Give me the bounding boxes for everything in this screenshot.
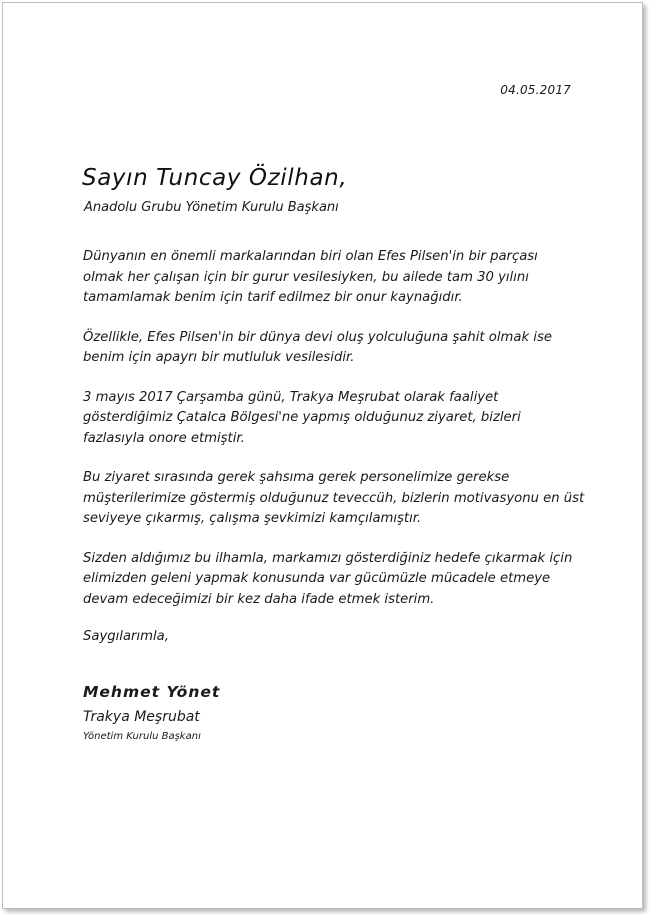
paragraph-line: devam edeceğimizi bir kez daha ifade etmek isterim. <box>83 591 435 607</box>
paragraph-line: gösterdiğimiz Çatalca Bölgesi'ne yapmış olduğunuz ziyaret, bizleri <box>83 410 521 425</box>
signer-company: Trakya Meşrubat <box>83 709 200 725</box>
letter-date: 04.05.2017 <box>500 83 571 97</box>
paragraph-line: Özellikle, Efes Pilsen'in bir dünya devi oluş yolculuğuna şahit olmak ise <box>83 329 552 345</box>
signer-name: Mehmet Yönet <box>83 683 221 701</box>
paragraph-line: fazlasıyla onore etmiştir. <box>83 430 245 446</box>
paragraph-line: benim için apayrı bir mutluluk vesilesidir. <box>83 350 355 365</box>
recipient-title: Anadolu Grubu Yönetim Kurulu Başkanı <box>84 200 339 215</box>
paragraph-5 <box>83 549 583 611</box>
paragraph-line: Dünyanın en önemli markalarından biri olan Efes Pilsen'in bir parçası <box>83 249 538 264</box>
paragraph-line: olmak her çalışan için bir gurur vesilesiyken, bu ailede tam 30 yılını <box>83 269 529 285</box>
closing: Saygılarımla, <box>83 629 169 644</box>
paragraph-line: elimizden geleni yapmak konusunda var gücümüzle mücadele etmeye <box>83 571 551 586</box>
paragraph-line: Bu ziyaret sırasında gerek şahsıma gerek personelimize gerekse <box>83 470 510 485</box>
salutation: Sayın Tuncay Özilhan, <box>82 165 348 191</box>
letter-body <box>83 247 583 629</box>
paragraph-line: tamamlamak benim için tarif edilmez bir onur kaynağıdır. <box>83 290 463 305</box>
paragraph-2 <box>83 328 583 369</box>
paragraph-line: 3 mayıs 2017 Çarşamba günü, Trakya Meşrubat olarak faaliyet <box>83 389 499 405</box>
paragraph-3 <box>83 388 583 450</box>
letter <box>3 3 642 908</box>
paragraph-line: seviyeye çıkarmış, çalışma şevkimizi kamçılamıştır. <box>83 511 422 526</box>
paragraph-1 <box>83 247 583 309</box>
document-page <box>2 2 643 909</box>
signer-title: Yönetim Kurulu Başkanı <box>83 731 201 742</box>
paragraph-line: Sizden aldığımız bu ilhamla, markamızı gösterdiğiniz hedefe çıkarmak için <box>83 550 573 566</box>
paragraph-4 <box>83 468 583 530</box>
paragraph-line: müşterilerimize göstermiş olduğunuz teveccüh, bizlerin motivasyonu en üst <box>83 490 585 506</box>
